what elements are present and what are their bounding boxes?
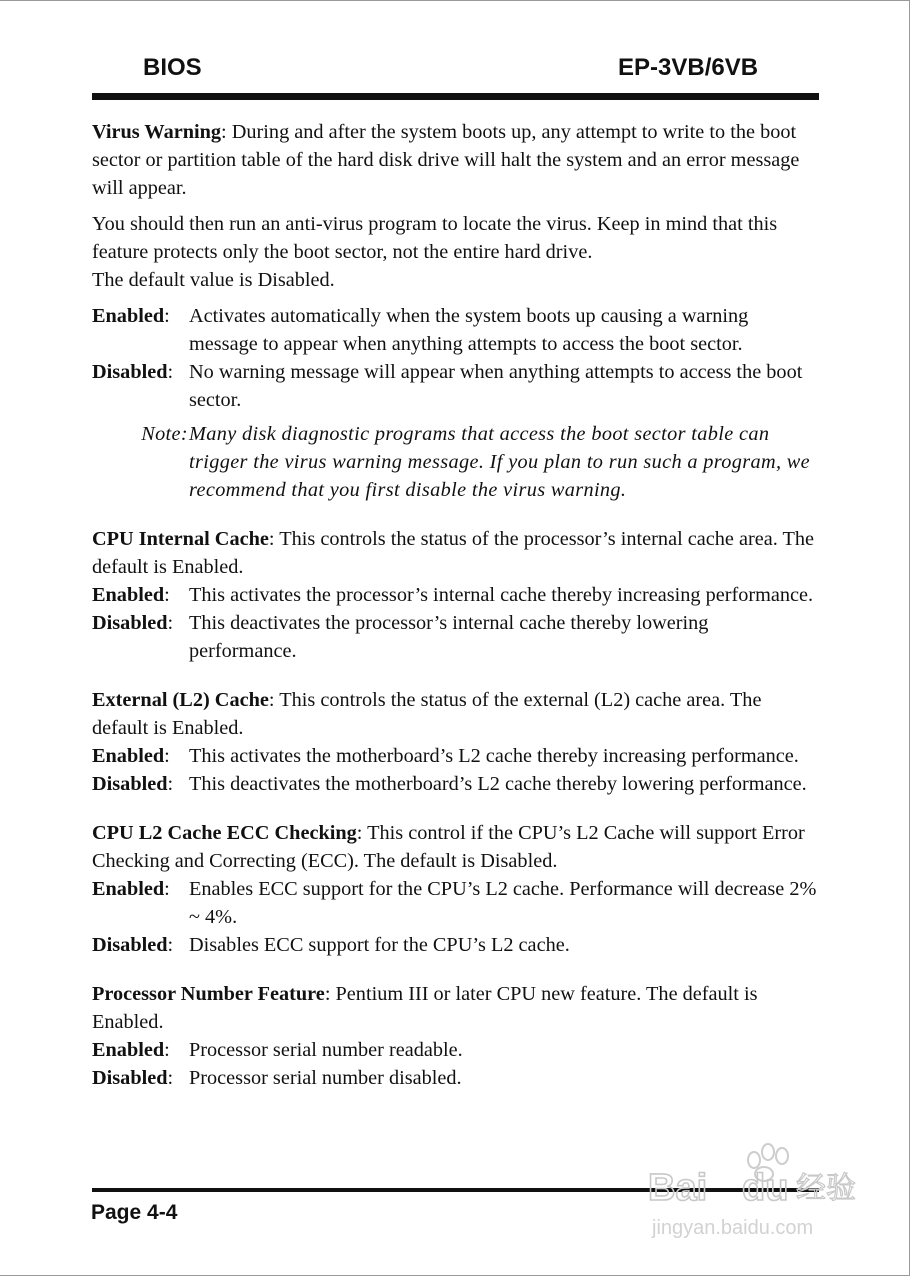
svg-text:du: du xyxy=(742,1167,789,1209)
header-section-title: BIOS xyxy=(143,54,202,81)
baidu-watermark-logo xyxy=(646,1140,864,1245)
option-row: Disabled: Processor serial number disabled. xyxy=(92,1067,462,1089)
virus-warning-default: The default value is Disabled. xyxy=(92,269,335,291)
ecc-checking-title: CPU L2 Cache ECC Checking xyxy=(92,822,357,844)
option-row: Enabled: Activates automatically when the system boots up causing a warning message to appear when anything attempts to access the boot sector. xyxy=(92,305,749,355)
option-row: Enabled: Enables ECC support for the CPU’s L2 cache. Performance will decrease 2% ~ 4%. xyxy=(92,878,817,928)
option-row: Enabled: This activates the motherboard’s L2 cache thereby increasing performance. xyxy=(92,745,799,767)
cpu-internal-cache-intro: CPU Internal Cache: This controls the status of the processor’s internal cache area. The default is Enabled. xyxy=(92,528,815,578)
processor-number-intro: Processor Number Feature: Pentium III or later CPU new feature. The default is Enabled. xyxy=(92,983,758,1033)
header-model-name: EP-3VB/6VB xyxy=(618,54,759,81)
external-cache-intro: External (L2) Cache: This controls the status of the external (L2) cache area. The default is Enabled. xyxy=(92,689,762,739)
svg-text:Bai: Bai xyxy=(648,1167,708,1209)
virus-warning-extra: You should then run an anti-virus program to locate the virus. Keep in mind that this feature protects only the boot sector, not the entire hard drive. xyxy=(92,213,778,263)
header-rule xyxy=(92,93,819,100)
option-row: Enabled: This activates the processor’s internal cache thereby increasing performance. xyxy=(92,584,814,606)
virus-warning-intro: Virus Warning: During and after the system boots up, any attempt to write to the boot sector or partition table of the hard disk drive will halt the system and an error message will appear. xyxy=(92,121,800,199)
option-row: Disabled: No warning message will appear when anything attempts to access the boot sector. xyxy=(92,361,803,411)
page-number: Page 4-4 xyxy=(91,1201,178,1224)
virus-warning-note: Note: Many disk diagnostic programs that access the boot sector table can trigger the virus warning message. If you plan to run such a program, we recommend that you first disable the virus warning. xyxy=(141,423,811,501)
svg-text:经验: 经验 xyxy=(796,1171,856,1206)
baidu-watermark-url: jingyan.baidu.com xyxy=(652,1217,814,1239)
virus-warning-title: Virus Warning xyxy=(92,121,222,143)
ecc-checking-intro: CPU L2 Cache ECC Checking: This control if the CPU’s L2 Cache will support Error Checking and Correcting (ECC). The default is Disabled. xyxy=(92,822,805,872)
processor-number-title: Processor Number Feature xyxy=(92,983,325,1005)
option-row: Disabled: This deactivates the processor’s internal cache thereby lowering performance. xyxy=(92,612,709,662)
option-row: Disabled: This deactivates the motherboard’s L2 cache thereby lowering performance. xyxy=(92,773,807,795)
page-body xyxy=(92,118,820,1092)
external-cache-title: External (L2) Cache xyxy=(92,689,269,711)
option-row: Disabled: Disables ECC support for the CPU’s L2 cache. xyxy=(92,934,570,956)
option-row: Enabled: Processor serial number readable. xyxy=(92,1039,463,1061)
cpu-internal-cache-title: CPU Internal Cache xyxy=(92,528,269,550)
